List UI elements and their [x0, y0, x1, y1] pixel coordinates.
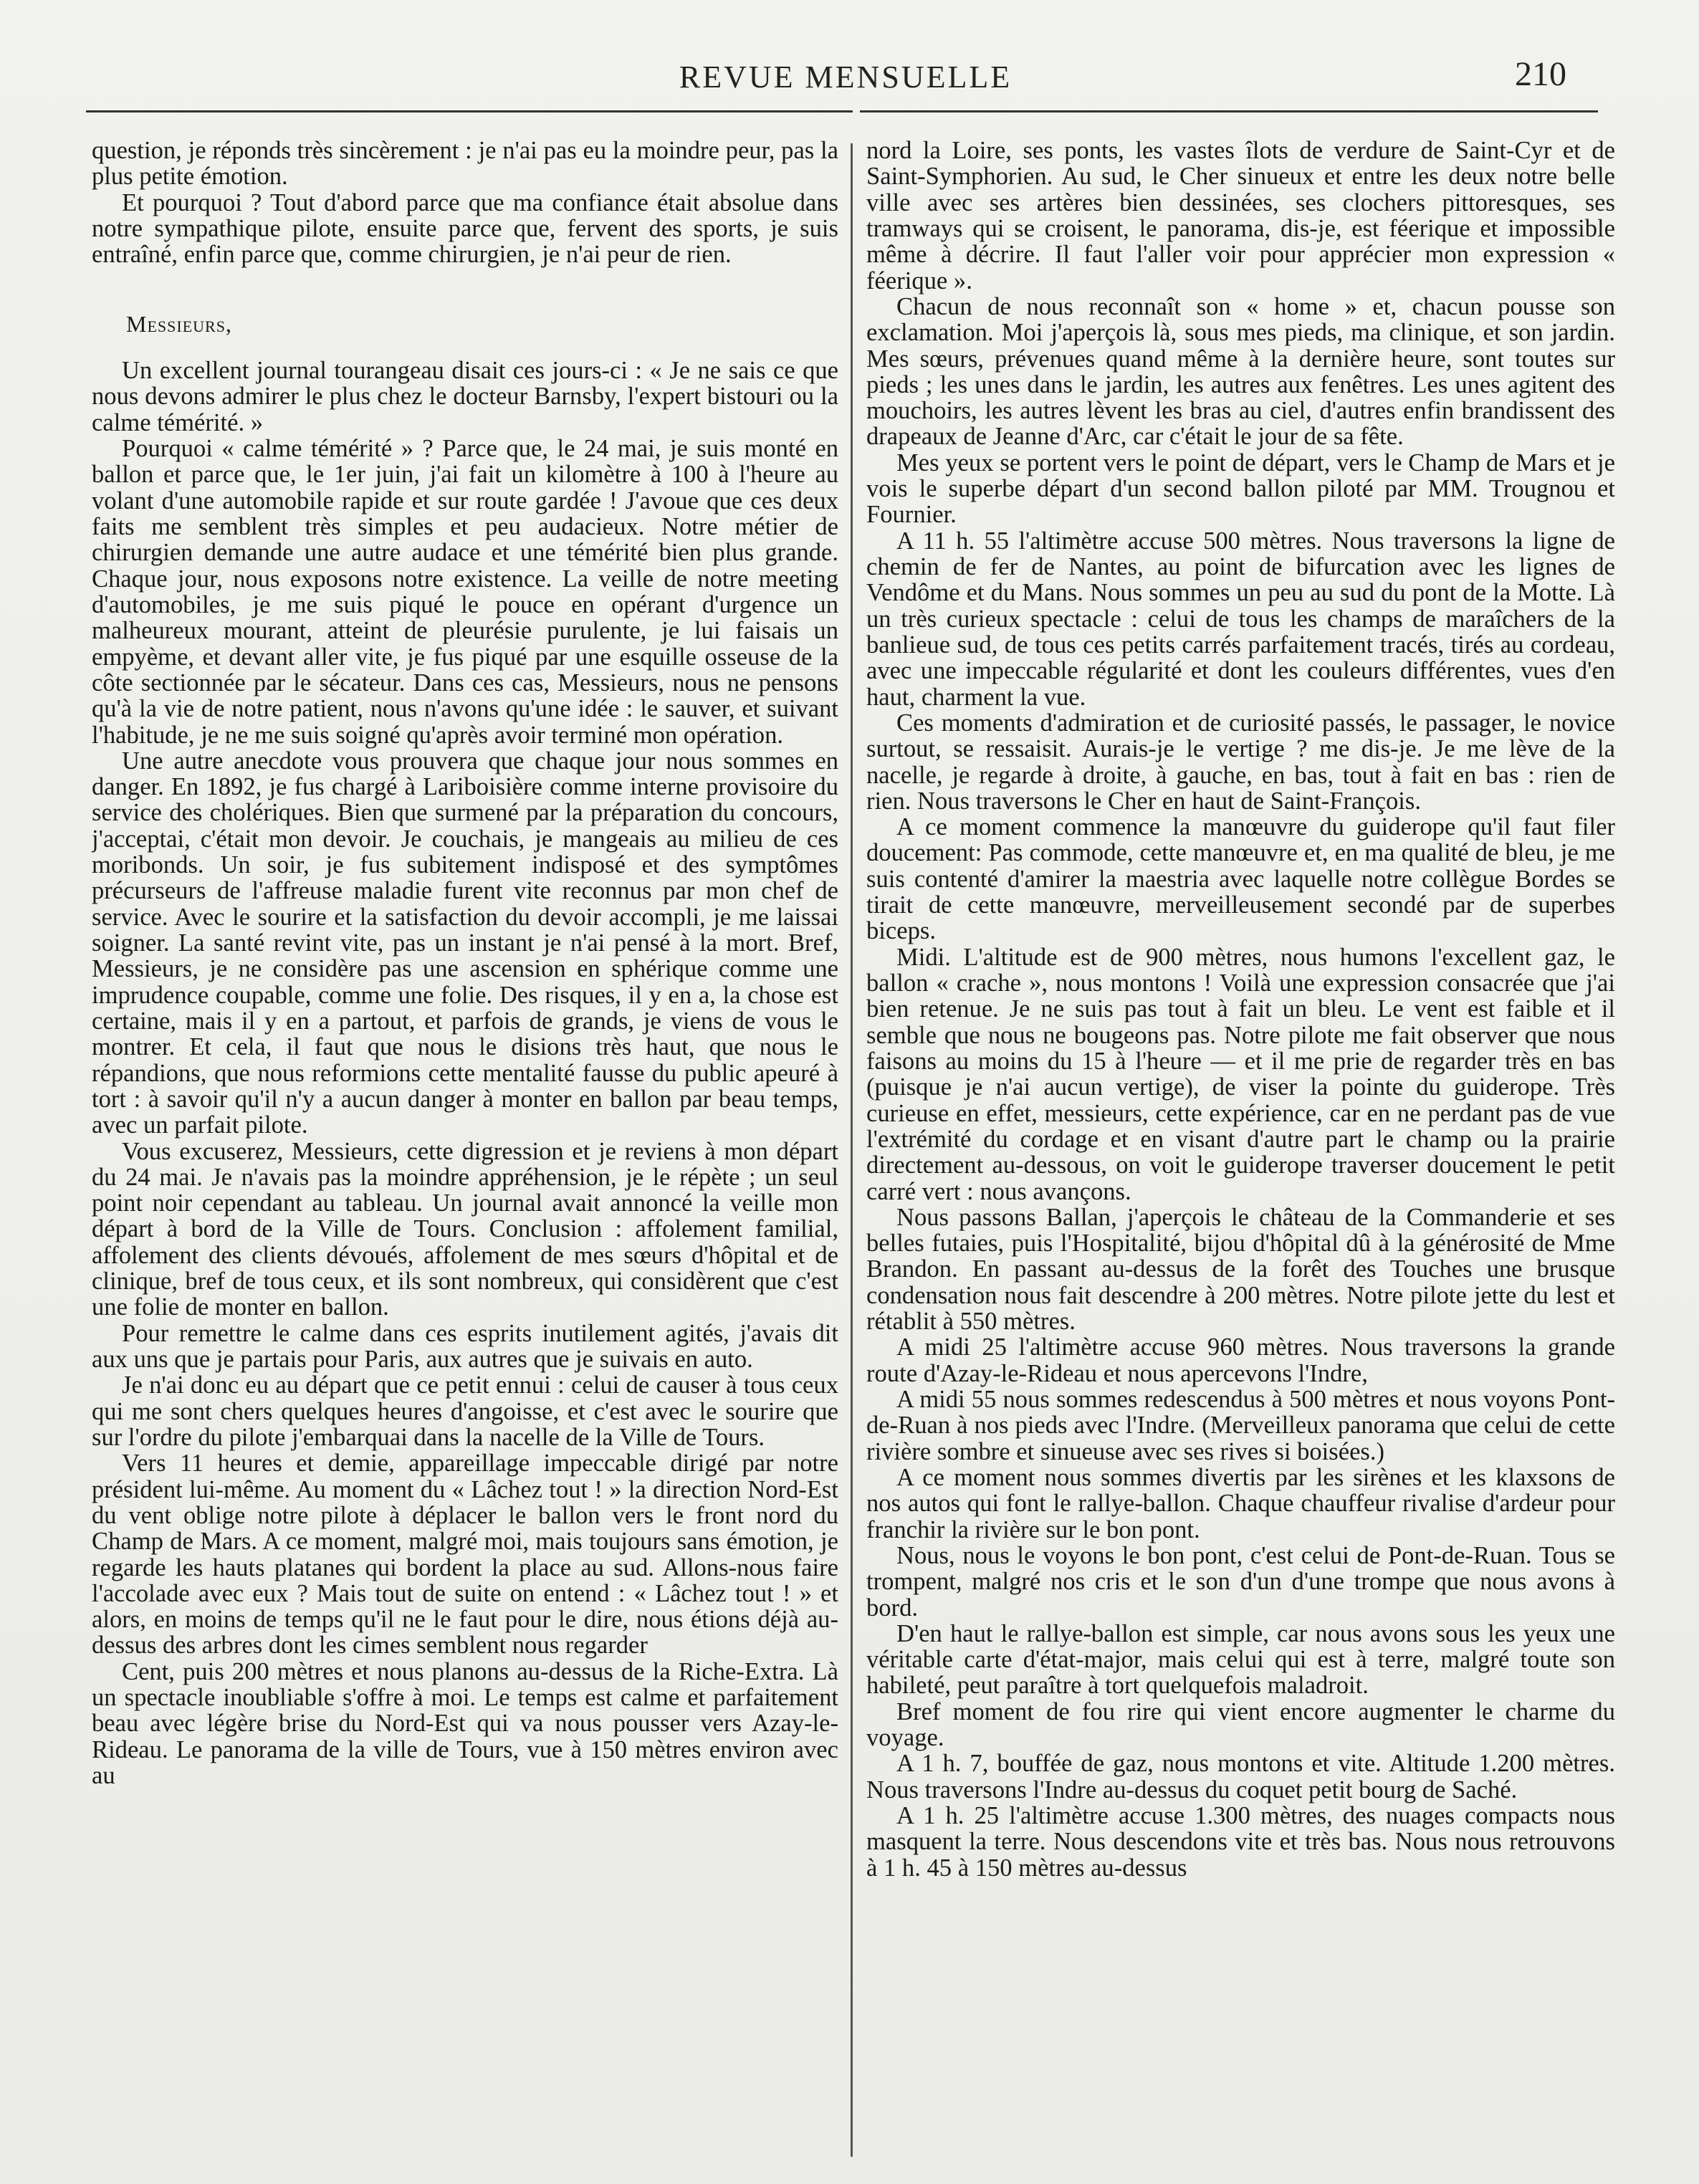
paragraph: nord la Loire, ses ponts, les vastes îlots de verdure de Saint-Cyr et de Saint-Symphorien. Au sud, le Cher sinueux et entre les deux notre belle ville avec ses artères bien dessinées, ses clochers pittoresques, ses tramways qui se croisent, le panorama, dis-je, est féerique et impossible même à décrire. Il faut l'aller voir pour apprécier mon expression « féerique ».	[866, 138, 1615, 294]
paragraph: A 11 h. 55 l'altimètre accuse 500 mètres. Nous traversons la ligne de chemin de fer de Nantes, au point de bifurcation avec les lignes de Vendôme et du Mans. Nous sommes un peu au sud du pont de la Motte. Là un très curieux spectacle : celui de tous les champs de maraîchers de la banlieue sud, de tous ces petits carrés parfaitement tracés, tirés au cordeau, avec une impeccable régularité et dont les couleurs différentes, vues d'en haut, charment la vue.	[866, 527, 1615, 711]
page-number: 210	[1515, 55, 1566, 93]
paragraph: Ces moments d'admiration et de curiosité passés, le passager, le novice surtout, se ressaisit. Aurais-je le vertige ? me dis-je. Je me lève de la nacelle, je regarde à droite, à gauche, en bas, tout à fait en bas : rien de rien. Nous traversons le Cher en haut de Saint-François.	[866, 709, 1615, 815]
right-column	[866, 138, 1615, 2158]
header-rule-left	[86, 110, 853, 112]
paragraph: Cent, puis 200 mètres et nous planons au-dessus de la Riche-Extra. Là un spectacle inoubliable s'offre à moi. Le temps est calme et parfaitement beau avec légère brise du Nord-Est qui va nous pousser vers Azay-le-Rideau. Le panorama de la ville de Tours, vue à 150 mètres environ avec au	[92, 1657, 838, 1790]
paragraph: Bref moment de fou rire qui vient encore augmenter le charme du voyage.	[866, 1697, 1615, 1752]
paragraph: Midi. L'altitude est de 900 mètres, nous humons l'excellent gaz, le ballon « crache », nous montons ! Voilà une expression consacrée que j'ai bien retenue. Je ne suis pas tout à fait un bleu. Le vent est faible et il semble que nous ne bougeons pas. Notre pilote me fait observer que nous faisons au moins du 15 à l'heure — et il me prie de regarder très en bas (puisque je n'ai aucun vertige), de viser la pointe du guiderope. Très curieuse en effet, messieurs, cette expérience, car en ne perdant pas de vue l'extrémité du cordage et en visant d'autre part le champ ou la prairie directement au-dessous, on voit le guiderope traverser doucement le petit carré vert : nous avançons.	[866, 943, 1615, 1205]
paragraph: Une autre anecdote vous prouvera que chaque jour nous sommes en danger. En 1892, je fus chargé à Lariboisière comme interne provisoire du service des cholériques. Bien que surmené par la préparation du concours, j'acceptai, c'était mon devoir. Je couchais, je mangeais au milieu de ces moribonds. Un soir, je fus subitement indisposé et des symptômes précurseurs de l'affreuse maladie furent vite reconnus par mon chef de service. Avec le sourire et la satisfaction du devoir accompli, je me laissai soigner. La santé revint vite, pas un instant je n'ai pensé à la mort. Bref, Messieurs, je ne considère pas une ascension en sphérique comme une imprudence coupable, comme une folie. Des risques, il y en a, la chose est certaine, mais il y en a partout, et parfois de grands, je viens de vous le montrer. Et cela, il faut que nous le disions très haut, que nous le répandions, que nous reformions cette mentalité fausse du public apeuré à tort : à savoir qu'il n'y a aucun danger à monter en ballon par beau temps, avec un parfait pilote.	[92, 747, 838, 1139]
paragraph: Nous passons Ballan, j'aperçois le château de la Commanderie et ses belles futaies, puis l'Hospitalité, bijou d'hôpital dû à la générosité de Mme Brandon. En passant au-dessus de la forêt des Touches une brusque condensation nous fait descendre à 200 mètres. Notre pilote jette du lest et rétablit à 550 mètres.	[866, 1203, 1615, 1336]
header-rule-right	[860, 110, 1598, 112]
paragraph: Pour remettre le calme dans ces esprits inutilement agités, j'avais dit aux uns que je partais pour Paris, aux autres que je suivais en auto.	[92, 1319, 838, 1374]
paragraph: A 1 h. 7, bouffée de gaz, nous montons et vite. Altitude 1.200 mètres. Nous traversons l'Indre au-dessus du coquet petit bourg de Saché.	[866, 1750, 1615, 1804]
section-heading: Messieurs,	[126, 310, 232, 337]
paragraph: Et pourquoi ? Tout d'abord parce que ma confiance était absolue dans notre sympathique pilote, ensuite parce que, fervent des sports, je suis entraîné, enfin parce que, comme chirurgien, je n'ai peur de rien.	[92, 188, 838, 269]
column-divider	[851, 143, 853, 2157]
paragraph: Je n'ai donc eu au départ que ce petit ennui : celui de causer à tous ceux qui me sont chers quelques heures d'angoisse, et c'est avec le sourire que sur l'ordre du pilote j'embarquai dans la nacelle de la Ville de Tours.	[92, 1371, 838, 1451]
paragraph: Nous, nous le voyons le bon pont, c'est celui de Pont-de-Ruan. Tous se trompent, malgré nos cris et le son d'un d'une trompe que nous avons à bord.	[866, 1541, 1615, 1622]
running-title: REVUE MENSUELLE	[679, 59, 1013, 95]
paragraph: A 1 h. 25 l'altimètre accuse 1.300 mètres, des nuages compacts nous masquent la terre. Nous descendons vite et très bas. Nous nous retrouvons à 1 h. 45 à 150 mètres au-dessus	[866, 1802, 1615, 1882]
paragraph: Mes yeux se portent vers le point de départ, vers le Champ de Mars et je vois le superbe départ d'un second ballon piloté par MM. Trougnou et Fournier.	[866, 449, 1615, 529]
paragraph: A midi 55 nous sommes redescendus à 500 mètres et nous voyons Pont-de-Ruan à nos pieds avec l'Indre. (Merveilleux panorama que celui de cette rivière sombre et sinueuse avec ses rives si boisées.)	[866, 1386, 1615, 1465]
paragraph: A midi 25 l'altimètre accuse 960 mètres. Nous traversons la grande route d'Azay-le-Rideau et nous apercevons l'Indre,	[866, 1333, 1615, 1387]
paragraph: Pourquoi « calme témérité » ? Parce que, le 24 mai, je suis monté en ballon et parce que, le 1er juin, j'ai fait un kilomètre à 100 à l'heure au volant d'une automobile rapide et sur route gardée ! J'avoue que ces deux faits me semblent très simples et peu audacieux. Notre métier de chirurgien demande une autre audace et une témérité bien plus grande. Chaque jour, nous exposons notre existence. La veille de notre meeting d'automobiles, je me suis piqué le pouce en opérant d'urgence un malheureux mourant, atteint de pleurésie purulente, je lui faisais un empyème, et devant aller vite, je fus piqué par une esquille osseuse de la côte sectionnée par le sécateur. Dans ces cas, Messieurs, nous ne pensons qu'à la vie de notre patient, nous n'avons qu'une idée : le sauver, et suivant l'habitude, je ne me suis soigné qu'après avoir terminé mon opération.	[92, 435, 838, 749]
page-header	[86, 55, 1605, 109]
paragraph: Chacun de nous reconnaît son « home » et, chacun pousse son exclamation. Moi j'aperçois là, sous mes pieds, ma clinique, et son jardin. Mes sœurs, prévenues quand même à la dernière heure, sont toutes sur pieds ; les unes dans le jardin, les autres aux fenêtres. Les unes agitent des mouchoirs, les autres lèvent les bras au ciel, d'autres enfin brandissent des drapeaux de Jeanne d'Arc, car c'était le jour de sa fête.	[866, 292, 1615, 451]
left-column	[92, 138, 838, 2158]
paragraph: A ce moment nous sommes divertis par les sirènes et les klaxsons de nos autos qui font le rallye-ballon. Chaque chauffeur rivalise d'ardeur pour franchir la rivière sur le bon pont.	[866, 1463, 1615, 1543]
paragraph: Un excellent journal tourangeau disait ces jours-ci : « Je ne sais ce que nous devons admirer le plus chez le docteur Barnsby, l'expert bistouri ou la calme témérité. »	[92, 357, 838, 436]
paragraph: Vous excuserez, Messieurs, cette digression et je reviens à mon départ du 24 mai. Je n'avais pas la moindre appréhension, je le répète ; un seul point noir cependant au tableau. Un journal avait annoncé la veille mon départ à bord de la Ville de Tours. Conclusion : affolement familial, affolement des clients dévoués, affolement de mes sœurs d'hôpital et de clinique, bref de tous ceux, et ils sont nombreux, qui considèrent que c'est une folie de monter en ballon.	[92, 1137, 838, 1321]
paragraph: D'en haut le rallye-ballon est simple, car nous avons sous les yeux une véritable carte d'état-major, mais celui qui est à terre, malgré toute son habileté, peut paraître à tort quelquefois maladroit.	[866, 1619, 1615, 1700]
paragraph: A ce moment commence la manœuvre du guiderope qu'il faut filer doucement: Pas commode, cette manœuvre et, en ma qualité de bleu, je me suis contenté d'amirer la maestria avec laquelle notre collègue Bordes se tirait de cette manœuvre, merveilleusement secondé par de superbes biceps.	[866, 813, 1615, 945]
paragraph: Vers 11 heures et demie, appareillage impeccable dirigé par notre président lui-même. Au moment du « Lâchez tout ! » la direction Nord-Est du vent oblige notre pilote à déplacer le ballon vers le front nord du Champ de Mars. A ce moment, malgré moi, mais toujours sans émotion, je regarde les hauts platanes qui bordent la place au sud. Allons-nous faire l'accolade avec eux ? Mais tout de suite on entend : « Lâchez tout ! » et alors, en moins de temps qu'il ne le faut pour le dire, nous étions déjà au-dessus des arbres dont les cimes semblent nous regarder	[92, 1450, 838, 1659]
paragraph: question, je réponds très sincèrement : je n'ai pas eu la moindre peur, pas la plus petite émotion.	[92, 138, 838, 191]
